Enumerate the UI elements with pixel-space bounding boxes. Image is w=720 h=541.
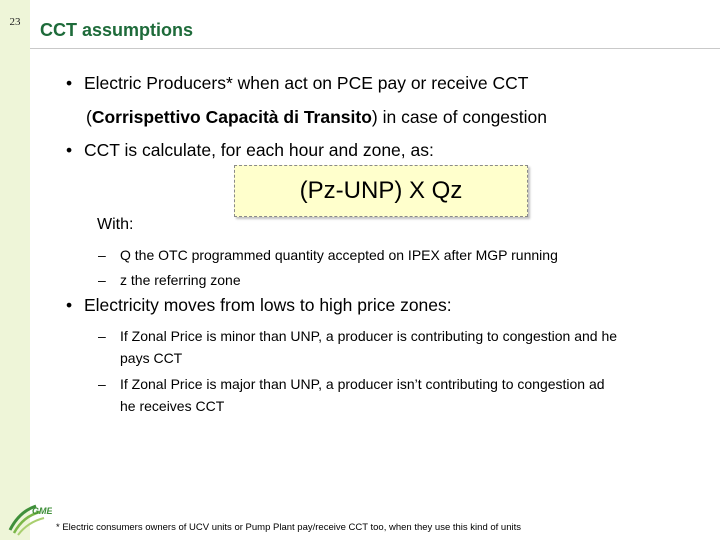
sub-item-text: z the referring zone bbox=[120, 272, 241, 288]
footnote: * Electric consumers owners of UCV units or Pump Plant pay/receive CCT too, when they use this kind of units bbox=[56, 522, 522, 533]
gme-logo-icon bbox=[6, 500, 52, 536]
slide-number: 23 bbox=[9, 16, 21, 28]
sub-item-text-line1: If Zonal Price is minor than UNP, a producer is contributing to congestion and he bbox=[120, 328, 618, 344]
with-label: With: bbox=[97, 216, 134, 233]
sub-item-text-line2: he receives CCT bbox=[120, 398, 225, 414]
gme-logo bbox=[6, 500, 52, 536]
bullet-text-line2: (Corrispettivo Capacità di Transito) in case of congestion bbox=[86, 107, 547, 127]
sub-item-text-line1: If Zonal Price is major than UNP, a producer isn’t contributing to congestion ad bbox=[120, 376, 605, 392]
bullet-text: CCT is calculate, for each hour and zone, as: bbox=[84, 140, 434, 160]
bullet-dot: • bbox=[66, 140, 73, 160]
sub-item-text: Q the OTC programmed quantity accepted on IPEX after MGP running bbox=[120, 247, 558, 263]
dash-marker: – bbox=[98, 328, 106, 344]
bullet-dot: • bbox=[66, 295, 73, 315]
bullet-dot: • bbox=[66, 73, 73, 93]
bold-term: Corrispettivo Capacità di Transito bbox=[91, 107, 372, 127]
bullet-text-line1: Electric Producers* when act on PCE pay or receive CCT bbox=[84, 73, 529, 93]
dash-marker: – bbox=[98, 376, 106, 392]
sub-item-text-line2: pays CCT bbox=[120, 350, 183, 366]
dash-marker: – bbox=[98, 272, 106, 288]
formula-box: (Pz-UNP) X Qz bbox=[234, 165, 528, 217]
logo-text: GME bbox=[32, 506, 52, 516]
dash-marker: – bbox=[98, 247, 106, 263]
side-bar bbox=[0, 0, 30, 540]
slide-title: CCT assumptions bbox=[40, 20, 194, 40]
bullet-text: Electricity moves from lows to high price zones: bbox=[84, 295, 452, 315]
title-divider bbox=[30, 48, 720, 49]
